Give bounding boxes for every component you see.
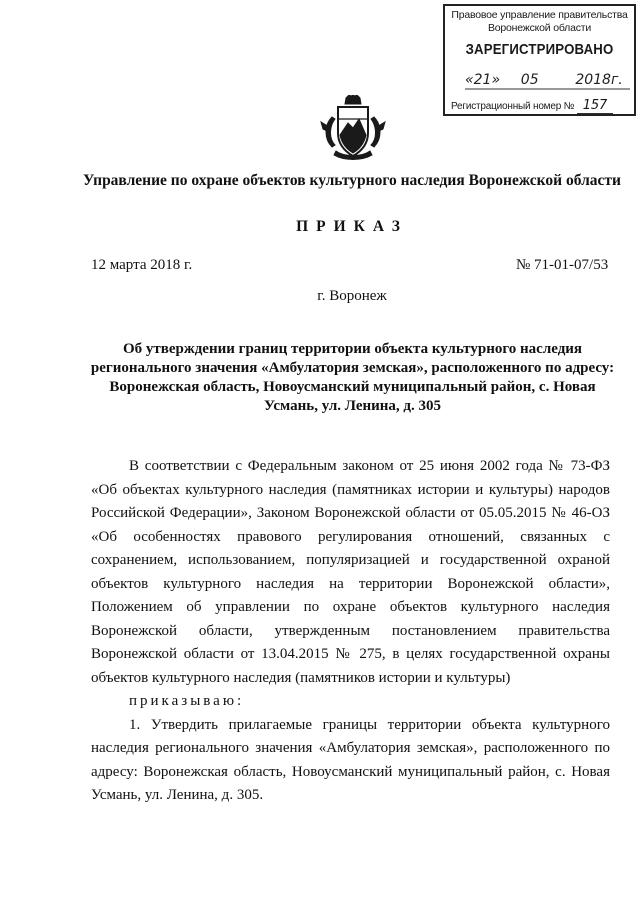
stamp-date-year: 2018г. — [575, 72, 623, 88]
stamp-date-day: «21» — [465, 72, 501, 88]
issuing-organization: Управление по охране объектов культурного наследия Воронежской области — [83, 172, 621, 189]
coat-of-arms-icon — [318, 95, 388, 161]
stamp-organization: Правовое управление правительства Воронежской области — [451, 9, 628, 34]
stamp-reg-number-value: 157 — [577, 98, 613, 114]
document-type: ПРИКАЗ — [296, 218, 408, 235]
stamp-reg-number-label: Регистрационный номер № — [451, 101, 575, 112]
body-item-1: 1. Утвердить прилагаемые границы территории объекта культурного наследия регионального значения «Амбулатория земская», расположенного по адресу: Воронежская область, Новоусманский муниципальный район, с. Новая Усмань, ул. Ленина, д. 305. — [91, 716, 610, 803]
stamp-date-month: 05 — [520, 72, 539, 88]
stamp-date-underline — [465, 88, 630, 92]
body-preamble: В соответствии с Федеральным законом от 25 июня 2002 года № 73-ФЗ «Об объектах культурного наследия (памятниках истории и культуры) народов Российской Федерации», Законом Воронежской области от 05.05.2015 № 46-ОЗ «Об особенностях правового регулирования отношений, связанных с сохранением, использованием, популяризацией и государственной охраной объектов культурного наследия на территории Воронежской области», Положением об управлении по охране объектов культурного наследия Воронежской области, утвержденным постановлением правительства Воронежской области от 13.04.2015 № 275, в целях государственной охраны объектов культурного наследия (памятников истории и культуры) — [91, 458, 610, 686]
document-date: 12 марта 2018 г. — [91, 257, 193, 273]
body-order-word: приказываю: — [129, 693, 245, 709]
stamp-reg-number — [451, 98, 631, 114]
registration-stamp — [443, 4, 636, 116]
document-subject: Об утверждении границ территории объекта культурного наследия регионального значения «Амбулатория земская», расположенного по адресу: Воронежская область, Новоусманский муниципальный район, с. Новая Усмань, ул. Ленина, д. 305 — [90, 341, 615, 414]
stamp-status: ЗАРЕГИСТРИРОВАНО — [465, 41, 614, 58]
document-body — [91, 455, 610, 808]
document-city: г. Воронеж — [317, 288, 387, 304]
document-number: № 71-01-07/53 — [516, 257, 609, 273]
stamp-date — [465, 72, 625, 90]
